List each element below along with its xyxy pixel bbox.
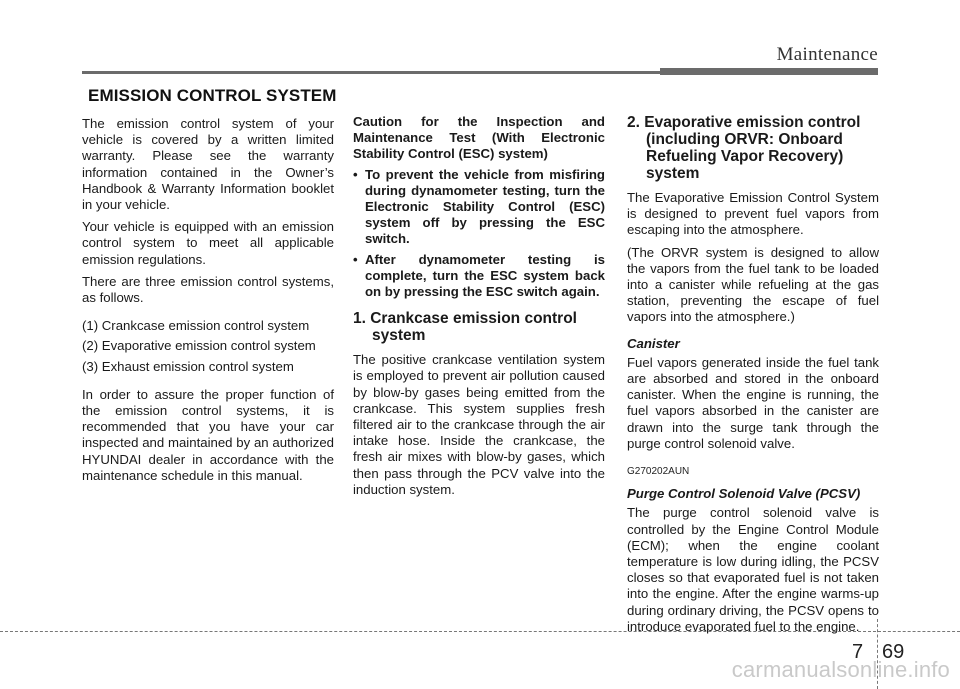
column-left <box>82 116 334 490</box>
heading-evaporative: 2. Evaporative emission control (including ORVR: Onboard Refueling Vapor Recovery) system <box>627 114 861 182</box>
paragraph: The emission control system of your vehicle is covered by a written limited warranty. Please see the warranty information contained in the Owner’s Handbook & Warranty Information booklet in your vehicle. <box>82 116 334 213</box>
column-right <box>627 114 879 641</box>
header-rule <box>82 71 662 74</box>
paragraph: The positive crankcase ventilation system is employed to prevent air pollution caused by blow-by gases being emitted from the crankcase. This system supplies fresh filtered air to the crankcase through the air intake hose. Inside the crankcase, the fresh air mixes with blow-by gases, which then pass through the PCV valve into the induction system. <box>353 352 605 497</box>
paragraph: The Evaporative Emission Control System is designed to prevent fuel vapors from escaping into the atmosphere. <box>627 190 879 238</box>
paragraph: In order to assure the proper function of the emission control systems, it is recommended that you have your car inspected and maintained by an authorized HYUNDAI dealer in accordance with the maintenance schedule in this manual. <box>82 386 334 483</box>
subheading-canister: Canister <box>627 335 680 351</box>
header-rule-thick <box>660 68 878 75</box>
footer-rule <box>878 631 960 632</box>
emission-system-list <box>82 318 334 375</box>
heading-crankcase: 1. Crankcase emission control system <box>353 310 577 345</box>
list-item: (2) Evaporative emission control system <box>82 338 316 354</box>
caution-bullets <box>353 167 605 301</box>
reference-code: G270202AUN <box>627 466 690 478</box>
list-item: (1) Crankcase emission control system <box>82 318 310 334</box>
column-middle <box>353 114 605 504</box>
list-item: (3) Exhaust emission control system <box>82 358 294 374</box>
section-title: EMISSION CONTROL SYSTEM <box>88 86 337 105</box>
watermark: carmanualsonline.info <box>731 657 950 682</box>
paragraph: (The ORVR system is designed to allow the vapors from the fuel tank to be loaded into a canister while refueling at the gas station, preventing the escape of fuel vapors into the atmosphere.) <box>627 244 879 325</box>
page-number: 69 <box>882 641 905 663</box>
subheading-pcsv: Purge Control Solenoid Valve (PCSV) <box>627 486 861 502</box>
chapter-number: 7 <box>852 641 864 663</box>
paragraph: Your vehicle is equipped with an emission control system to meet all applicable emission regulations. <box>82 219 334 267</box>
paragraph: Fuel vapors generated inside the fuel tank are absorbed and stored in the onboard canister. When the engine is running, the fuel vapors absorbed in the canister are drawn into the surge tank through the purge control solenoid valve. <box>627 354 879 451</box>
bullet-item: • After dynamometer testing is complete, turn the ESC system back on by pressing the ESC switch again. <box>353 252 605 301</box>
paragraph: There are three emission control systems, as follows. <box>82 273 334 306</box>
header-title: Maintenance <box>776 44 878 65</box>
bullet-item: • To prevent the vehicle from misfiring during dynamometer testing, turn the Electronic Stability Control (ESC) system off by pressing the ESC switch. <box>353 167 605 248</box>
paragraph: The purge control solenoid valve is controlled by the Engine Control Module (ECM); when the engine coolant temperature is low during idling, the PCSV closes so that evaporated fuel is not taken into the engine. After the engine warms-up during ordinary driving, the PCSV opens to introduce evaporated fuel to the engine. <box>627 505 879 634</box>
caution-title: Caution for the Inspection and Maintenance Test (With Electronic Stability Control (ESC) system) <box>353 114 605 162</box>
footer-rule <box>0 631 876 632</box>
